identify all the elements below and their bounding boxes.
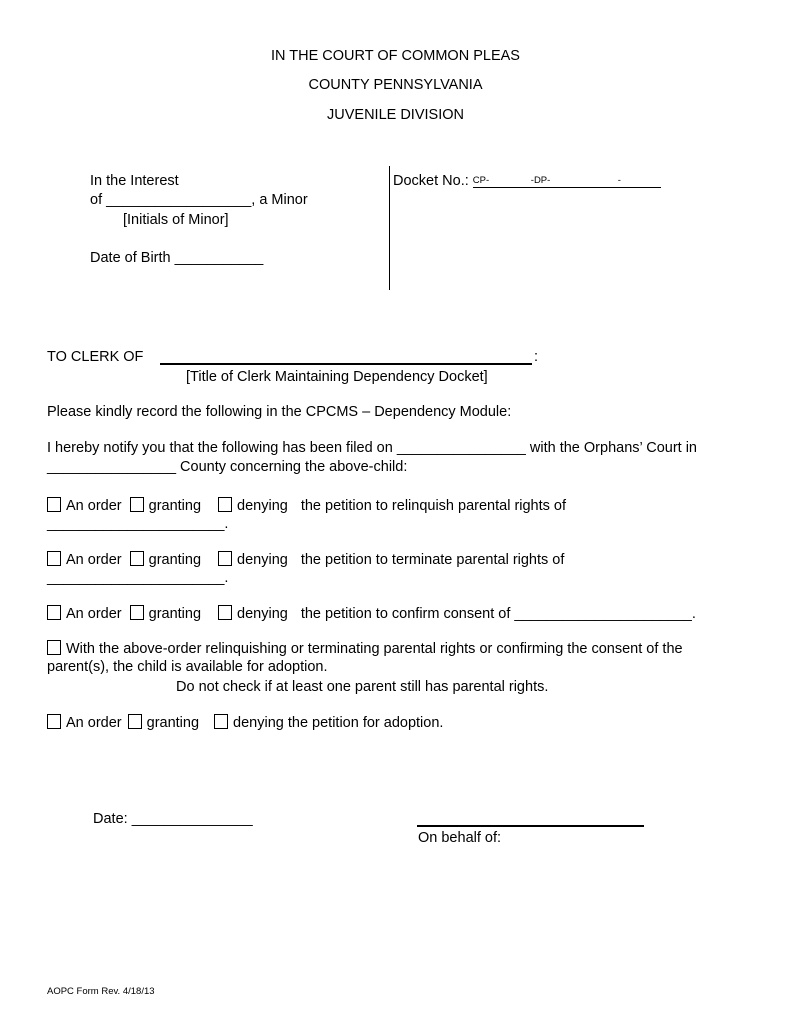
docket-number-line (393, 171, 661, 190)
docket-cp-prefix: CP- (472, 175, 490, 186)
granting-label: granting (148, 498, 202, 514)
date-of-birth-line (90, 250, 263, 267)
county-name: COUNTY PENNSYLVANIA (308, 77, 483, 93)
available-for-adoption-text-line2: parent(s), the child is available for adoption. (47, 659, 328, 675)
granting-checkbox[interactable] (130, 497, 144, 512)
docket-dash: - (617, 175, 621, 186)
denying-checkbox[interactable] (218, 551, 232, 566)
an-order-label: An order (66, 715, 122, 731)
clerk-title-field[interactable] (160, 363, 532, 365)
granting-label: granting (148, 552, 202, 568)
granting-checkbox[interactable] (128, 714, 142, 729)
denying-checkbox[interactable] (218, 497, 232, 512)
notify-text-line2: ________________ County concerning the above-child: (47, 459, 408, 475)
date-field[interactable]: _______________ (131, 811, 253, 827)
an-order-label: An order (66, 498, 122, 514)
relinquish-text: the petition to relinquish parental rights of (300, 498, 567, 514)
adoption-text: denying the petition for adoption. (233, 715, 444, 731)
an-order-label: An order (66, 606, 122, 622)
an-order-checkbox[interactable] (47, 497, 61, 512)
denying-label: denying (237, 498, 288, 514)
denying-checkbox[interactable] (218, 605, 232, 620)
form-revision: AOPC Form Rev. 4/18/13 (47, 986, 155, 997)
clerk-title-hint: [Title of Clerk Maintaining Dependency Docket] (186, 369, 488, 385)
docket-dp-prefix: -DP- (530, 175, 551, 186)
initials-of-minor-hint: [Initials of Minor] (123, 212, 229, 228)
date-label: Date: (93, 811, 128, 827)
denying-label: denying (237, 552, 288, 568)
available-for-adoption-note: Do not check if at least one parent still has parental rights. (176, 679, 549, 695)
to-clerk-label: TO CLERK OF (47, 349, 144, 365)
a-minor-label: , a Minor (251, 192, 308, 208)
on-behalf-of-label: On behalf of: (418, 830, 502, 846)
an-order-checkbox[interactable] (47, 605, 61, 620)
option-available-for-adoption-row (47, 640, 683, 658)
confirm-consent-text: the petition to confirm consent of ______________________. (300, 606, 696, 622)
signature-line[interactable] (417, 825, 644, 827)
available-for-adoption-text-line1: With the above-order relinquishing or terminating parental rights or confirming the consent of the (66, 641, 683, 657)
of-label: of (90, 192, 103, 208)
an-order-checkbox[interactable] (47, 551, 61, 566)
denying-checkbox[interactable] (214, 714, 228, 729)
to-clerk-colon: : (534, 349, 539, 365)
notify-text-line1: I hereby notify you that the following has been filed on ________________ with the Orphans’ Court in (47, 440, 697, 456)
docket-number-field[interactable] (473, 171, 661, 188)
granting-checkbox[interactable] (130, 551, 144, 566)
minor-initials-field[interactable]: __________________ (106, 192, 252, 208)
option-terminate-row (47, 551, 564, 569)
available-for-adoption-checkbox[interactable] (47, 640, 61, 655)
an-order-label: An order (66, 552, 122, 568)
granting-label: granting (146, 715, 200, 731)
granting-label: granting (148, 606, 202, 622)
date-of-birth-field[interactable]: ___________ (174, 250, 264, 266)
option-confirm-consent-row (47, 605, 696, 623)
terminate-parent-field[interactable]: ______________________. (47, 570, 229, 586)
option-adoption-row (47, 714, 443, 732)
court-name: IN THE COURT OF COMMON PLEAS (271, 48, 520, 64)
caption-divider (389, 166, 390, 290)
division-name: JUVENILE DIVISION (327, 107, 464, 123)
docket-number-label: Docket No.: (393, 173, 469, 189)
denying-label: denying (237, 606, 288, 622)
in-the-interest-label: In the Interest (90, 173, 179, 189)
terminate-text: the petition to terminate parental rights of (300, 552, 565, 568)
granting-checkbox[interactable] (130, 605, 144, 620)
minor-name-line (90, 192, 308, 209)
option-relinquish-row (47, 497, 566, 515)
relinquish-parent-field[interactable]: ______________________. (47, 516, 229, 532)
date-line (93, 811, 253, 828)
an-order-checkbox[interactable] (47, 714, 61, 729)
record-request-text: Please kindly record the following in the CPCMS – Dependency Module: (47, 404, 512, 420)
date-of-birth-label: Date of Birth (90, 250, 171, 266)
